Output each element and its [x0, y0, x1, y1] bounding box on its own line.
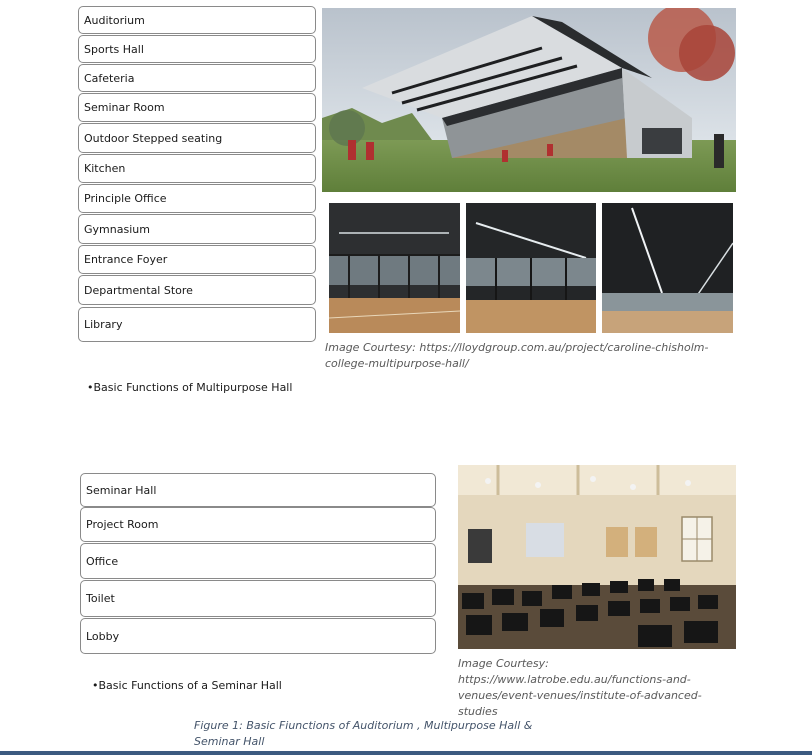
seminar-hall-bullet: •Basic Functions of a Seminar Hall — [92, 679, 282, 692]
multipurpose-hall-bullet: •Basic Functions of Multipurpose Hall — [87, 381, 293, 394]
function-box: Kitchen — [78, 154, 316, 183]
seminar-hall-functions-list — [80, 0, 436, 656]
image-courtesy-caption-2: Image Courtesy: https://www.latrobe.edu.au/functions-and-venues/event-venues/institute-of-advanced-studies — [458, 657, 702, 718]
function-box: Library — [78, 307, 316, 342]
seminar-hall-photo — [458, 465, 736, 649]
function-box: Entrance Foyer — [78, 245, 316, 274]
function-box: Seminar Hall — [80, 473, 436, 507]
function-box: Departmental Store — [78, 275, 316, 305]
function-box: Lobby — [80, 618, 436, 654]
function-box: Project Room — [80, 507, 436, 542]
figure-caption: Figure 1: Basic Fiunctions of Auditorium , Multipurpose Hall & Seminar Hall — [194, 719, 533, 748]
image-courtesy-caption-1: Image Courtesy: https://lloydgroup.com.au/project/caroline-chisholm-college-multipurpose-hall/ — [325, 341, 709, 370]
function-box: Sports Hall — [78, 35, 316, 63]
page-bottom-border — [0, 751, 812, 755]
function-box: Gymnasium — [78, 214, 316, 244]
function-box: Principle Office — [78, 184, 316, 213]
sports-hall-interior-photo-2 — [466, 203, 596, 333]
function-box: Cafeteria — [78, 64, 316, 92]
function-box: Toilet — [80, 580, 436, 617]
function-box: Seminar Room — [78, 93, 316, 122]
sports-hall-interior-photo-3 — [602, 203, 733, 333]
function-box: Office — [80, 543, 436, 579]
function-box: Outdoor Stepped seating — [78, 123, 316, 153]
function-box: Auditorium — [78, 6, 316, 34]
